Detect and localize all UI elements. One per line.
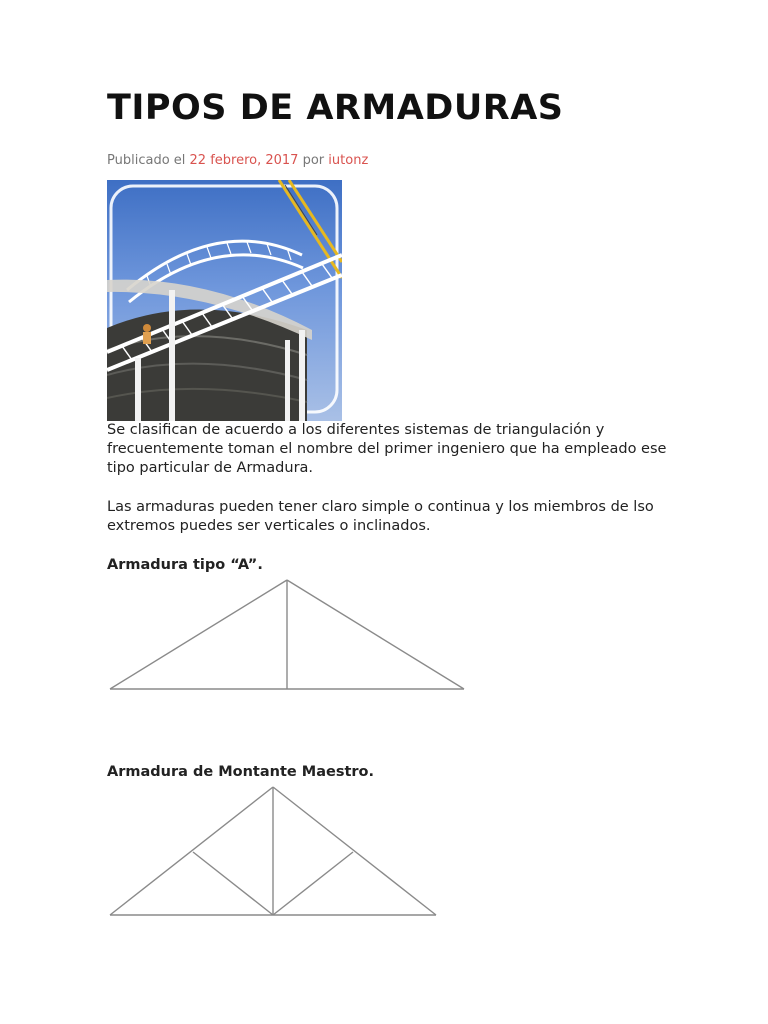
meta-prefix: Publicado el — [107, 153, 186, 168]
author-link[interactable]: iutonz — [328, 153, 369, 168]
post-date-link[interactable]: 22 febrero, 2017 — [189, 153, 299, 168]
section-heading-king-post: Armadura de Montante Maestro. — [107, 764, 375, 780]
page-title: TIPOS DE ARMADURAS — [107, 88, 564, 128]
intro-paragraph: Se clasifican de acuerdo a los diferentes sistemas de triangulación y frecuentemente toman el nombre del primer ingeniero que ha empleado ese tipo particular de Armadura. — [107, 422, 667, 476]
section-heading-a-frame: Armadura tipo “A”. — [107, 557, 263, 573]
king-post-truss-diagram — [107, 783, 441, 921]
members-paragraph: Las armaduras pueden tener claro simple o continua y los miembros de lso extremos puedes ser verticales o inclinados. — [107, 499, 654, 534]
steel-truss-illustration — [107, 180, 342, 421]
meta-by: por — [302, 153, 325, 168]
post-meta — [107, 153, 368, 168]
a-frame-truss-diagram — [107, 576, 469, 694]
steel-truss-photo — [107, 180, 342, 421]
